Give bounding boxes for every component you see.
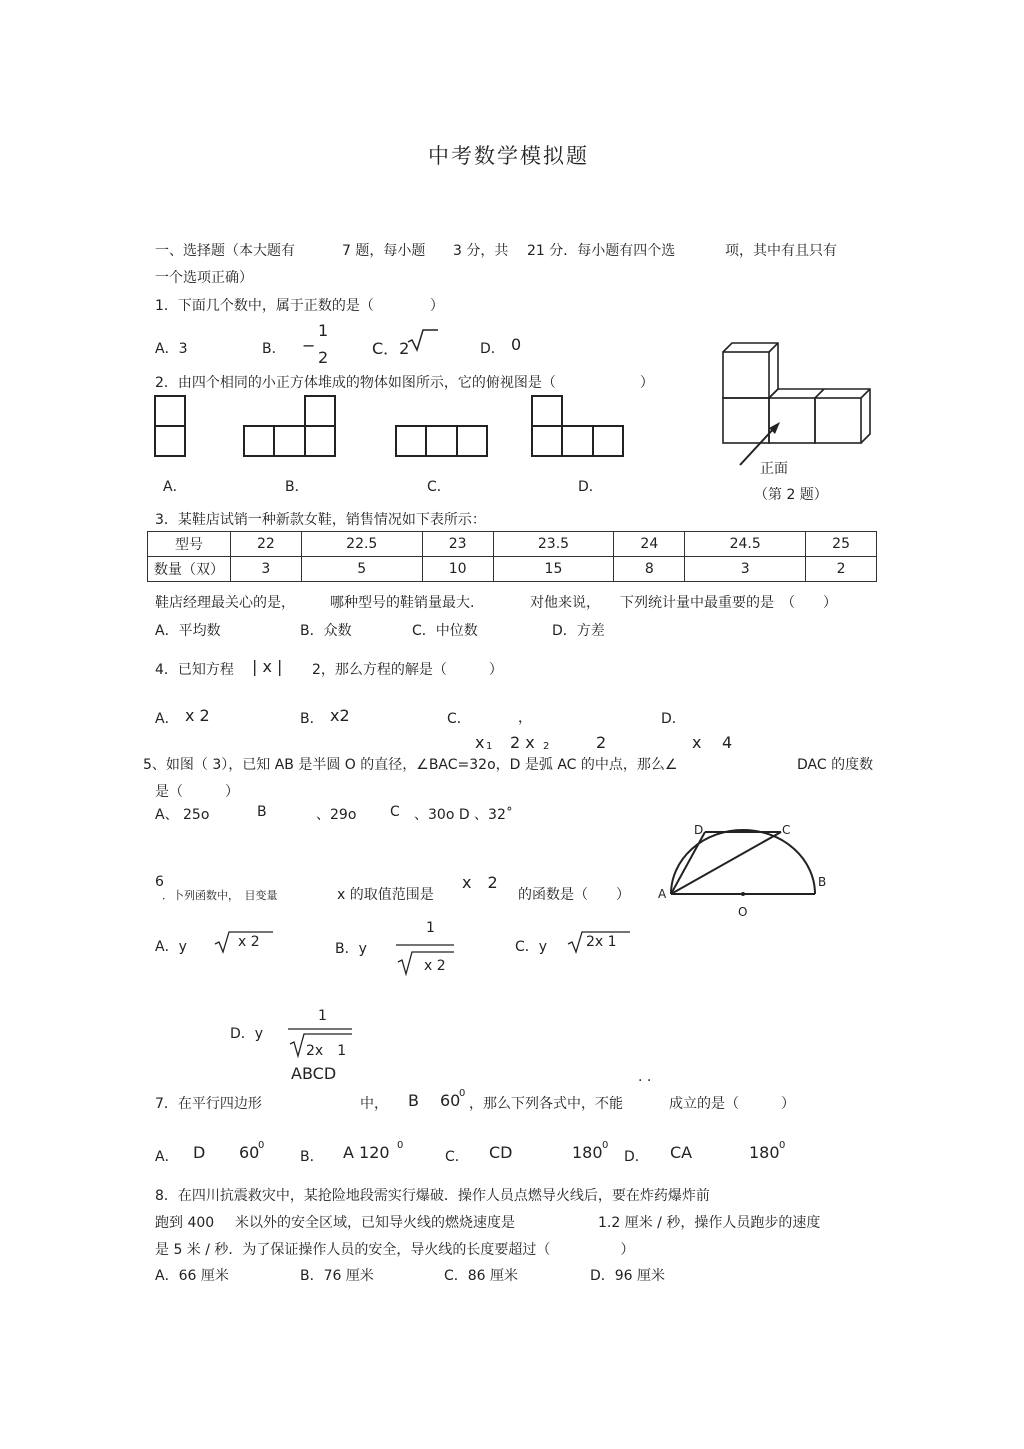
q6-option-b-numerator: 1 bbox=[426, 920, 435, 936]
section-header-part: 21 分．每小题有四个选 bbox=[527, 243, 676, 259]
q2-figure-label: 正面 bbox=[760, 461, 788, 477]
q1-option-a: A．3 bbox=[155, 341, 188, 357]
q5-option-c: C bbox=[390, 804, 400, 820]
fig-label-c: C bbox=[782, 823, 791, 837]
q7-option-d-seg: CA bbox=[670, 1143, 693, 1162]
q5-stem-a: 5、如图（ 3），已知 AB 是半圆 O 的直径，∠BAC=32o，D 是弧 AC 的中点，那么∠ bbox=[143, 757, 678, 773]
q4-option-a: A． bbox=[155, 711, 179, 727]
q7-option-a: A． bbox=[155, 1149, 179, 1165]
question-3-stem: 3．某鞋店试销一种新款女鞋，销售情况如下表所示： bbox=[155, 512, 486, 528]
q7-option-d: D． bbox=[624, 1149, 649, 1165]
q7-degree: 0 bbox=[459, 1088, 466, 1099]
q5-option-b-value: 、29o bbox=[316, 807, 357, 823]
q1-option-d-value: 0 bbox=[511, 335, 522, 354]
q7-stem-d: 60 bbox=[440, 1091, 461, 1110]
q4-option-b-value: x2 bbox=[330, 706, 350, 725]
q4-c-x2: 2 x bbox=[510, 733, 535, 752]
q6-option-b-radicand: x 2 bbox=[424, 958, 446, 974]
q8-option-a: A．66 厘米 bbox=[155, 1268, 229, 1284]
q2-option-d: D． bbox=[578, 479, 603, 495]
q3-after-text-b: 哪种型号的鞋销量最大. bbox=[330, 595, 475, 611]
table-cell: 3 bbox=[685, 557, 806, 582]
q5-option-a: A、 25o bbox=[155, 807, 210, 823]
q6-stem-small: ．卜列函数中， 目变量 bbox=[162, 889, 278, 902]
q3-option-a: A．平均数 bbox=[155, 623, 221, 639]
table-row bbox=[148, 557, 877, 582]
table-cell: 22.5 bbox=[301, 532, 422, 557]
fig-label-a: A bbox=[658, 887, 667, 901]
q4-d-val: 4 bbox=[722, 733, 733, 752]
q4-abs: | x | bbox=[252, 657, 283, 676]
q5-stem-line2: 是（ ） bbox=[155, 784, 239, 800]
table-cell: 22 bbox=[231, 532, 302, 557]
q6-option-b: B．y bbox=[335, 941, 367, 957]
q7-stem-f: 成立的是（ ） bbox=[669, 1096, 795, 1112]
table-cell: 5 bbox=[301, 557, 422, 582]
q7-degree: 0 bbox=[779, 1140, 786, 1151]
table-cell: 数量（双） bbox=[148, 557, 231, 582]
q8-option-d: D．96 厘米 bbox=[590, 1268, 666, 1284]
q4-c-val: 2 bbox=[596, 733, 607, 752]
q3-option-b: B．众数 bbox=[300, 623, 352, 639]
section-header bbox=[155, 240, 295, 260]
table-cell: 24 bbox=[614, 532, 685, 557]
q8-line2-c: 1.2 厘米 / 秒，操作人员跑步的速度 bbox=[598, 1215, 821, 1231]
q4-stem-a: 4．已知方程 bbox=[155, 662, 234, 678]
q2-option-c: C． bbox=[427, 479, 451, 495]
q7-stem-a: 7．在平行四边形 bbox=[155, 1096, 262, 1112]
q2-option-a: A． bbox=[163, 479, 187, 495]
fig-label-b: B bbox=[818, 875, 827, 889]
q6-number: 6 bbox=[155, 874, 164, 890]
q1-option-c: C．2 bbox=[372, 339, 410, 358]
q2-figure-b bbox=[243, 395, 339, 459]
q6-option-c-radicand: 2x 1 bbox=[586, 934, 617, 950]
q5-option-b: B bbox=[257, 804, 267, 820]
sqrt-symbol-icon bbox=[408, 328, 440, 352]
q8-line1: 8．在四川抗震救灾中，某抢险地段需实行爆破．操作人员点燃导火线后，要在炸药爆炸前 bbox=[155, 1188, 710, 1204]
table-cell: 3 bbox=[231, 557, 302, 582]
q7-option-b-value: A 120 bbox=[343, 1143, 390, 1162]
q6-stem-b: x 的取值范围是 bbox=[337, 887, 434, 903]
q4-stem-eq: 2，那么方程的解是（ ） bbox=[312, 662, 503, 678]
q5-stem-b: DAC 的度数 bbox=[797, 757, 874, 773]
q1-minus: − bbox=[302, 336, 316, 355]
q4-c-x1: x bbox=[475, 733, 485, 752]
q7-option-c-seg: CD bbox=[489, 1143, 513, 1162]
question-2-stem: 2．由四个相同的小正方体堆成的物体如图所示，它的俯视图是（ ） bbox=[155, 375, 654, 391]
q1-option-d: D． bbox=[480, 341, 505, 357]
q2-figure-caption: （第 2 题） bbox=[754, 487, 828, 503]
table-cell: 24.5 bbox=[685, 532, 806, 557]
q4-d-x: x bbox=[692, 733, 702, 752]
section-header-part: 一、选择题（本大题有 bbox=[155, 243, 295, 259]
q8-option-c: C．86 厘米 bbox=[444, 1268, 519, 1284]
q8-line2-b: 米以外的安全区域，已知导火线的燃烧速度是 bbox=[235, 1215, 515, 1231]
q1-fraction-den: 2 bbox=[318, 348, 329, 367]
q6-option-d-radicand: 2x 1 bbox=[306, 1043, 347, 1059]
q4-c-x2-sub: 2 bbox=[543, 741, 550, 752]
q7-degree: 0 bbox=[258, 1140, 265, 1151]
q4-option-a-value: x 2 bbox=[185, 706, 210, 725]
q3-after-text-a: 鞋店经理最关心的是， bbox=[155, 595, 295, 611]
q6-option-a-radicand: x 2 bbox=[238, 934, 260, 950]
section-header-part: 项，其中有且只有 bbox=[725, 243, 837, 259]
fig-label-o: O bbox=[738, 905, 748, 919]
q7-option-c: C． bbox=[445, 1149, 469, 1165]
section-header-part: 3 分，共 bbox=[453, 243, 509, 259]
q6-condition: x 2 bbox=[462, 873, 498, 892]
table-cell: 25 bbox=[806, 532, 877, 557]
section-header-part: 7 题，每小题 bbox=[342, 243, 426, 259]
q3-after-text-d: 下列统计量中最重要的是 （ ） bbox=[620, 595, 837, 611]
q8-line3: 是 5 米 / 秒．为了保证操作人员的安全，导火线的长度要超过（ ） bbox=[155, 1242, 635, 1258]
q2-figure-c bbox=[395, 425, 491, 459]
q7-option-a-angle: D bbox=[193, 1143, 206, 1162]
q4-option-c-comma: ， bbox=[518, 710, 532, 726]
abcd-label: ABCD bbox=[291, 1064, 337, 1083]
q6-option-a: A．y bbox=[155, 939, 187, 955]
q7-stem-b: 中， bbox=[360, 1096, 388, 1112]
q6-option-c: C．y bbox=[515, 939, 548, 955]
table-cell: 型号 bbox=[148, 532, 231, 557]
table-cell: 8 bbox=[614, 557, 685, 582]
q7-stem-e: ，那么下列各式中，不能 bbox=[469, 1096, 623, 1112]
q2-figure-d bbox=[531, 395, 627, 459]
section-header-line2: 一个选项正确） bbox=[155, 270, 253, 286]
q6-option-d: D．y bbox=[230, 1026, 264, 1042]
table-cell: 10 bbox=[422, 557, 493, 582]
q6-option-d-numerator: 1 bbox=[318, 1008, 327, 1024]
table-cell: 15 bbox=[493, 557, 614, 582]
q4-c-x1-sub: 1 bbox=[486, 741, 493, 752]
q2-figure-a bbox=[154, 395, 188, 459]
q1-option-b: B． bbox=[262, 341, 286, 357]
table-row bbox=[148, 532, 877, 557]
fig-label-d: D bbox=[694, 823, 704, 837]
q7-option-d-value: 180 bbox=[749, 1143, 780, 1162]
question-1-stem: 1．下面几个数中，属于正数的是（ ） bbox=[155, 298, 444, 314]
q4-option-d: D． bbox=[661, 711, 686, 727]
q8-option-b: B．76 厘米 bbox=[300, 1268, 374, 1284]
q7-stem-c: B bbox=[408, 1091, 419, 1110]
table-cell: 23.5 bbox=[493, 532, 614, 557]
table-cell: 23 bbox=[422, 532, 493, 557]
q1-fraction-num: 1 bbox=[318, 321, 329, 340]
q3-option-d: D．方差 bbox=[552, 623, 605, 639]
q7-degree: 0 bbox=[397, 1140, 404, 1151]
page-title: 中考数学模拟题 bbox=[428, 144, 589, 168]
q4-option-b: B． bbox=[300, 711, 324, 727]
q7-degree: 0 bbox=[602, 1140, 609, 1151]
q3-option-c: C．中位数 bbox=[412, 623, 478, 639]
q7-option-c-value: 180 bbox=[572, 1143, 603, 1162]
q4-option-c: C． bbox=[447, 711, 471, 727]
q5-option-c-d: 、30o D 、32˚ bbox=[414, 807, 513, 823]
q2-cube-figure bbox=[720, 340, 880, 475]
sales-table bbox=[147, 531, 877, 582]
q3-after-text-c: 对他来说， bbox=[530, 595, 600, 611]
table-cell: 2 bbox=[806, 557, 877, 582]
q7-option-b: B． bbox=[300, 1149, 324, 1165]
q7-option-a-value: 60 bbox=[239, 1143, 260, 1162]
q2-option-b: B． bbox=[285, 479, 309, 495]
dots: . . bbox=[638, 1069, 652, 1085]
q8-line2-a: 跑到 400 bbox=[155, 1215, 215, 1231]
q6-stem-c: 的函数是（ ） bbox=[518, 887, 630, 903]
